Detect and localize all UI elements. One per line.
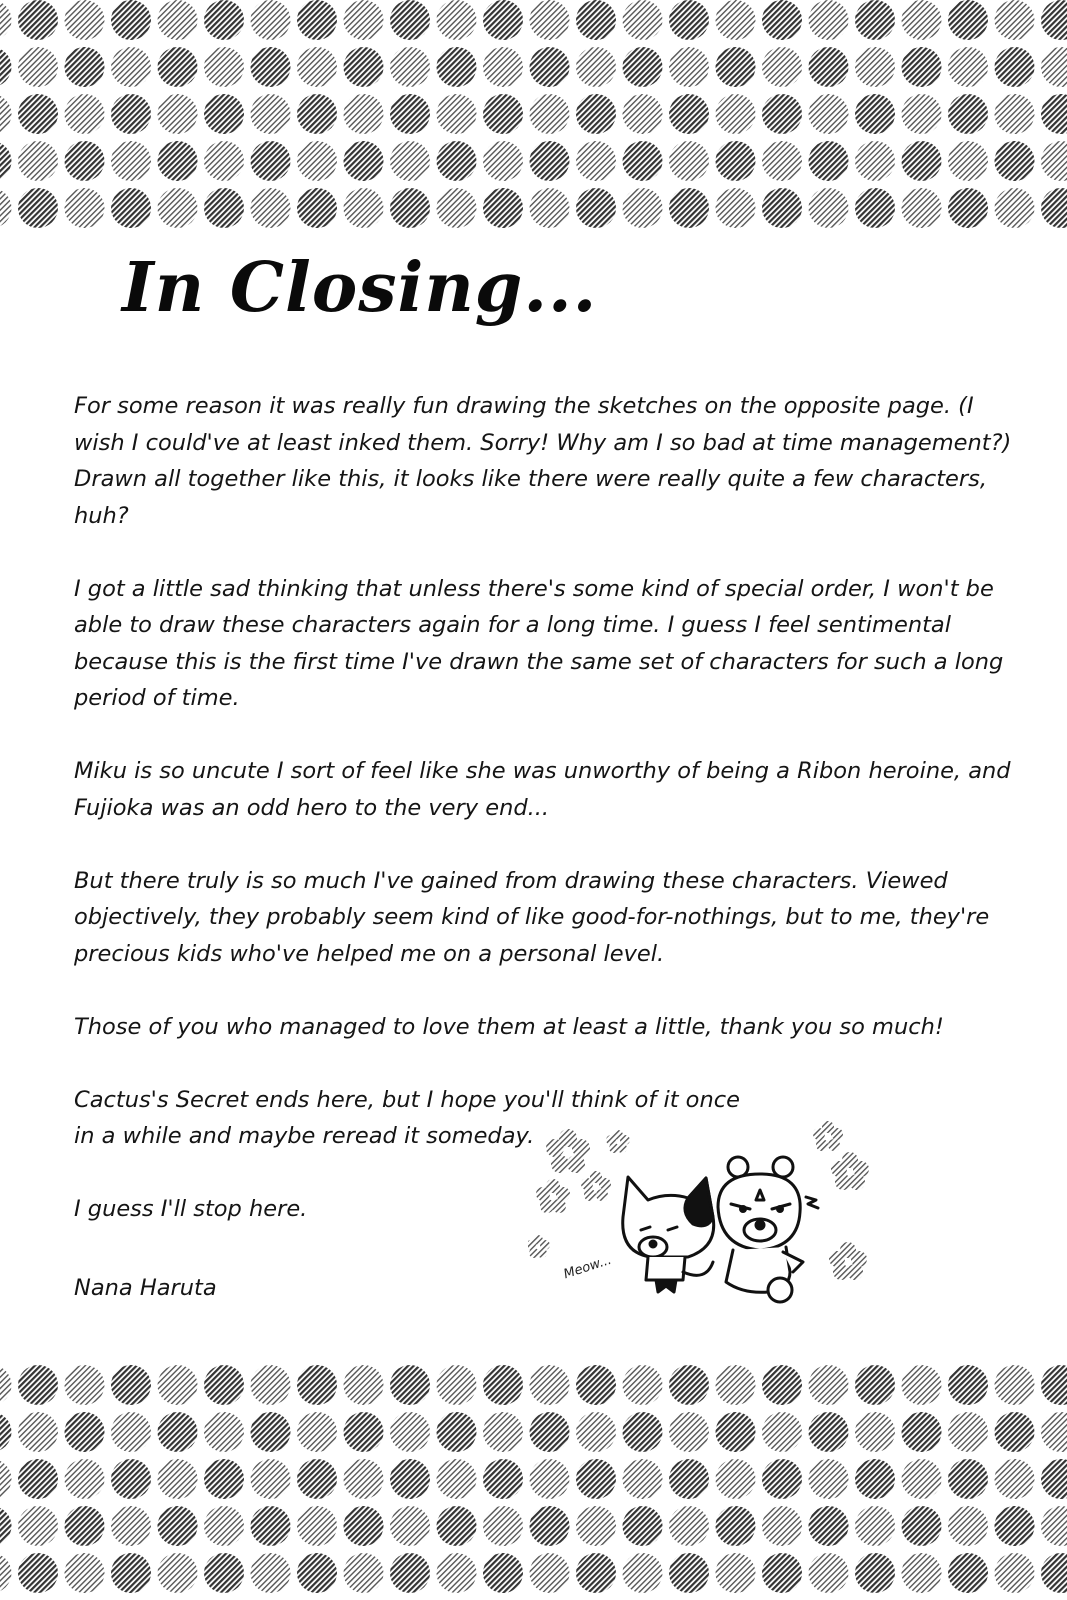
pattern-dot bbox=[995, 47, 1035, 87]
pattern-dot bbox=[669, 141, 709, 181]
pattern-dot bbox=[158, 1506, 198, 1546]
pattern-dot bbox=[1041, 0, 1067, 40]
decorative-dot-pattern-bottom bbox=[0, 1365, 1067, 1600]
pattern-dot bbox=[902, 1459, 942, 1499]
pattern-dot bbox=[483, 1365, 523, 1405]
pattern-dot bbox=[65, 1412, 105, 1452]
pattern-dot bbox=[344, 1459, 384, 1499]
pattern-dot bbox=[576, 47, 616, 87]
pattern-dot bbox=[344, 94, 384, 134]
pattern-dot bbox=[390, 141, 430, 181]
pattern-dot bbox=[623, 1506, 663, 1546]
pattern-dot bbox=[530, 1506, 570, 1546]
pattern-dot bbox=[855, 1553, 895, 1593]
pattern-dot bbox=[18, 1412, 58, 1452]
pattern-dot bbox=[762, 1365, 802, 1405]
pattern-dot bbox=[530, 141, 570, 181]
pattern-dot bbox=[855, 1506, 895, 1546]
paragraph: But there truly is so much I've gained from drawing these characters. Viewed objectively, they probably seem kind of like good-for-nothings, but to me, they're precious kids who've helped me on a personal level. bbox=[74, 867, 990, 967]
pattern-dot bbox=[204, 141, 244, 181]
pattern-dot bbox=[483, 0, 523, 40]
pattern-dot bbox=[902, 1412, 942, 1452]
pattern-dot bbox=[204, 188, 244, 228]
pattern-dot bbox=[530, 1553, 570, 1593]
paragraph: I guess I'll stop here. bbox=[74, 1196, 308, 1222]
pattern-dot bbox=[483, 1412, 523, 1452]
pattern-dot bbox=[204, 1459, 244, 1499]
pattern-dot bbox=[1041, 188, 1067, 228]
pattern-dot bbox=[669, 1412, 709, 1452]
pattern-dot bbox=[158, 0, 198, 40]
pattern-dot bbox=[65, 94, 105, 134]
pattern-dot bbox=[948, 1459, 988, 1499]
pattern-dot bbox=[809, 188, 849, 228]
pattern-dot bbox=[390, 1459, 430, 1499]
pattern-dot bbox=[530, 0, 570, 40]
pattern-dot bbox=[204, 1365, 244, 1405]
pattern-dot bbox=[855, 0, 895, 40]
pattern-dot bbox=[65, 1459, 105, 1499]
pattern-dot bbox=[344, 1553, 384, 1593]
pattern-dot bbox=[902, 1506, 942, 1546]
pattern-dot bbox=[297, 1553, 337, 1593]
pattern-dot bbox=[0, 47, 12, 87]
pattern-dot bbox=[1041, 94, 1067, 134]
pattern-dot bbox=[111, 1506, 151, 1546]
pattern-dot bbox=[390, 0, 430, 40]
pattern-dot bbox=[809, 94, 849, 134]
pattern-dot bbox=[390, 94, 430, 134]
pattern-dot bbox=[344, 47, 384, 87]
pattern-dot bbox=[158, 1459, 198, 1499]
pattern-dot bbox=[483, 94, 523, 134]
pattern-dot bbox=[623, 0, 663, 40]
pattern-dot bbox=[297, 0, 337, 40]
pattern-dot bbox=[669, 47, 709, 87]
pattern-dot bbox=[995, 1412, 1035, 1452]
pattern-dot bbox=[809, 0, 849, 40]
pattern-dot bbox=[0, 1553, 12, 1593]
pattern-dot bbox=[18, 1553, 58, 1593]
pattern-dot bbox=[251, 1506, 291, 1546]
pattern-dot bbox=[716, 0, 756, 40]
pattern-dot bbox=[762, 1459, 802, 1499]
pattern-dot bbox=[437, 0, 477, 40]
pattern-dot bbox=[902, 188, 942, 228]
pattern-dot bbox=[297, 141, 337, 181]
pattern-dot bbox=[1041, 141, 1067, 181]
pattern-dot bbox=[204, 1412, 244, 1452]
pattern-dot bbox=[1041, 1506, 1067, 1546]
pattern-dot bbox=[65, 1553, 105, 1593]
pattern-dot bbox=[18, 141, 58, 181]
pattern-dot bbox=[669, 1365, 709, 1405]
pattern-dot bbox=[762, 47, 802, 87]
pattern-dot bbox=[297, 1365, 337, 1405]
pattern-dot bbox=[204, 1506, 244, 1546]
pattern-dot bbox=[530, 1459, 570, 1499]
pattern-dot bbox=[995, 1459, 1035, 1499]
pattern-dot bbox=[297, 47, 337, 87]
pattern-dot bbox=[297, 1412, 337, 1452]
pattern-dot bbox=[902, 141, 942, 181]
pattern-dot bbox=[716, 141, 756, 181]
pattern-dot bbox=[995, 1506, 1035, 1546]
pattern-dot bbox=[1041, 1412, 1067, 1452]
pattern-dot bbox=[390, 188, 430, 228]
pattern-dot bbox=[251, 1365, 291, 1405]
pattern-dot bbox=[344, 1412, 384, 1452]
pattern-dot bbox=[0, 141, 12, 181]
pattern-dot bbox=[762, 141, 802, 181]
pattern-dot bbox=[576, 0, 616, 40]
pattern-dot bbox=[716, 1553, 756, 1593]
pattern-dot bbox=[437, 94, 477, 134]
pattern-dot bbox=[297, 1459, 337, 1499]
pattern-dot bbox=[18, 94, 58, 134]
pattern-dot bbox=[111, 94, 151, 134]
pattern-dot bbox=[948, 188, 988, 228]
pattern-dot bbox=[669, 0, 709, 40]
pattern-dot bbox=[948, 94, 988, 134]
pattern-dot bbox=[344, 1365, 384, 1405]
pattern-dot bbox=[65, 1365, 105, 1405]
page-title: In Closing... bbox=[122, 248, 598, 328]
pattern-dot bbox=[111, 188, 151, 228]
pattern-dot bbox=[669, 1506, 709, 1546]
pattern-dot bbox=[344, 0, 384, 40]
pattern-dot bbox=[344, 188, 384, 228]
pattern-dot bbox=[204, 94, 244, 134]
pattern-dot bbox=[809, 1365, 849, 1405]
pattern-dot bbox=[251, 0, 291, 40]
pattern-dot bbox=[0, 1459, 12, 1499]
pattern-dot bbox=[111, 141, 151, 181]
pattern-dot bbox=[809, 141, 849, 181]
pattern-dot bbox=[948, 1365, 988, 1405]
pattern-dot bbox=[437, 188, 477, 228]
pattern-dot bbox=[111, 0, 151, 40]
pattern-dot bbox=[762, 188, 802, 228]
pattern-dot bbox=[158, 141, 198, 181]
pattern-dot bbox=[623, 1459, 663, 1499]
pattern-dot bbox=[344, 1506, 384, 1546]
pattern-dot bbox=[995, 141, 1035, 181]
pattern-dot bbox=[111, 1553, 151, 1593]
pattern-dot bbox=[344, 141, 384, 181]
pattern-dot bbox=[390, 1365, 430, 1405]
pattern-dot bbox=[111, 47, 151, 87]
pattern-dot bbox=[948, 141, 988, 181]
pattern-dot bbox=[576, 94, 616, 134]
pattern-dot bbox=[623, 188, 663, 228]
pattern-dot bbox=[390, 1553, 430, 1593]
pattern-dot bbox=[65, 188, 105, 228]
pattern-dot bbox=[483, 1553, 523, 1593]
pattern-dot bbox=[251, 1459, 291, 1499]
pattern-dot bbox=[669, 188, 709, 228]
pattern-dot bbox=[251, 141, 291, 181]
pattern-dot bbox=[18, 188, 58, 228]
pattern-dot bbox=[716, 94, 756, 134]
pattern-dot bbox=[297, 188, 337, 228]
pattern-dot bbox=[0, 94, 12, 134]
paragraph: Those of you who managed to love them at least a little, thank you so much! bbox=[74, 1013, 944, 1040]
pattern-dot bbox=[530, 94, 570, 134]
pattern-dot bbox=[623, 1412, 663, 1452]
pattern-dot bbox=[716, 1412, 756, 1452]
pattern-dot bbox=[855, 47, 895, 87]
pattern-dot bbox=[483, 47, 523, 87]
pattern-dot bbox=[251, 47, 291, 87]
pattern-dot bbox=[809, 1553, 849, 1593]
pattern-dot bbox=[623, 1365, 663, 1405]
pattern-dot bbox=[995, 1365, 1035, 1405]
pattern-dot bbox=[0, 1412, 12, 1452]
pattern-dot bbox=[902, 47, 942, 87]
pattern-dot bbox=[483, 1459, 523, 1499]
pattern-dot bbox=[576, 1506, 616, 1546]
pattern-dot bbox=[65, 141, 105, 181]
pattern-dot bbox=[65, 1506, 105, 1546]
paragraph: I got a little sad thinking that unless there's some kind of special order, I won't be able to draw these characters again for a long time. I guess I feel sentimental because this is the first time I've drawn the same set of characters for such a long period of time. bbox=[74, 575, 1004, 711]
pattern-dot bbox=[1041, 1459, 1067, 1499]
pattern-dot bbox=[18, 1459, 58, 1499]
pattern-dot bbox=[948, 1506, 988, 1546]
pattern-dot bbox=[809, 1412, 849, 1452]
paragraph: Cactus's Secret ends here, but I hope you'll think of it once in a while and maybe reread it someday. bbox=[74, 1086, 740, 1149]
pattern-dot bbox=[576, 1553, 616, 1593]
pattern-dot bbox=[669, 1459, 709, 1499]
pattern-dot bbox=[18, 47, 58, 87]
pattern-dot bbox=[855, 188, 895, 228]
pattern-dot bbox=[437, 1365, 477, 1405]
pattern-dot bbox=[158, 94, 198, 134]
pattern-dot bbox=[762, 1412, 802, 1452]
pattern-dot bbox=[995, 0, 1035, 40]
pattern-dot bbox=[716, 1459, 756, 1499]
pattern-dot bbox=[204, 0, 244, 40]
meow-caption: Meow... bbox=[561, 1252, 614, 1283]
pattern-dot bbox=[1041, 1553, 1067, 1593]
pattern-dot bbox=[483, 1506, 523, 1546]
pattern-dot bbox=[251, 94, 291, 134]
pattern-dot bbox=[809, 1459, 849, 1499]
pattern-dot bbox=[437, 1506, 477, 1546]
decorative-dot-pattern-top bbox=[0, 0, 1067, 232]
pattern-dot bbox=[948, 47, 988, 87]
pattern-dot bbox=[995, 1553, 1035, 1593]
pattern-dot bbox=[809, 47, 849, 87]
pattern-dot bbox=[623, 1553, 663, 1593]
pattern-dot bbox=[948, 1553, 988, 1593]
pattern-dot bbox=[576, 1365, 616, 1405]
pattern-dot bbox=[716, 1365, 756, 1405]
pattern-dot bbox=[18, 1506, 58, 1546]
pattern-dot bbox=[204, 1553, 244, 1593]
pattern-dot bbox=[855, 1459, 895, 1499]
pattern-dot bbox=[716, 1506, 756, 1546]
pattern-dot bbox=[251, 1553, 291, 1593]
pattern-dot bbox=[111, 1412, 151, 1452]
pattern-dot bbox=[530, 188, 570, 228]
paragraph: Miku is so uncute I sort of feel like she was unworthy of being a Ribon heroine, and Fujioka was an odd hero to the very end... bbox=[74, 758, 1011, 821]
pattern-dot bbox=[855, 1365, 895, 1405]
pattern-dot bbox=[669, 1553, 709, 1593]
pattern-dot bbox=[0, 1506, 12, 1546]
pattern-dot bbox=[251, 188, 291, 228]
pattern-dot bbox=[390, 47, 430, 87]
pattern-dot bbox=[390, 1412, 430, 1452]
pattern-dot bbox=[18, 0, 58, 40]
pattern-dot bbox=[530, 1412, 570, 1452]
pattern-dot bbox=[530, 47, 570, 87]
pattern-dot bbox=[576, 1412, 616, 1452]
pattern-dot bbox=[855, 141, 895, 181]
pattern-dot bbox=[437, 1553, 477, 1593]
pattern-dot bbox=[483, 188, 523, 228]
pattern-dot bbox=[716, 47, 756, 87]
pattern-dot bbox=[762, 0, 802, 40]
pattern-dot bbox=[530, 1365, 570, 1405]
pattern-dot bbox=[716, 188, 756, 228]
pattern-dot bbox=[995, 188, 1035, 228]
pattern-dot bbox=[158, 188, 198, 228]
pattern-dot bbox=[623, 47, 663, 87]
paragraph: For some reason it was really fun drawing the sketches on the opposite page. (I wish I could've at least inked them. Sorry! Why am I so bad at time management?) Drawn all together like this, it looks like there were really quite a few characters, huh? bbox=[74, 393, 1012, 529]
pattern-dot bbox=[762, 94, 802, 134]
pattern-dot bbox=[251, 1412, 291, 1452]
pattern-dot bbox=[297, 94, 337, 134]
pattern-dot bbox=[855, 1412, 895, 1452]
pattern-dot bbox=[762, 1506, 802, 1546]
pattern-dot bbox=[995, 94, 1035, 134]
pattern-dot bbox=[297, 1506, 337, 1546]
pattern-dot bbox=[437, 1412, 477, 1452]
pattern-dot bbox=[576, 141, 616, 181]
pattern-dot bbox=[111, 1459, 151, 1499]
pattern-dot bbox=[65, 47, 105, 87]
pattern-dot bbox=[902, 0, 942, 40]
pattern-dot bbox=[204, 47, 244, 87]
pattern-dot bbox=[483, 141, 523, 181]
pattern-dot bbox=[902, 94, 942, 134]
pattern-dot bbox=[18, 1365, 58, 1405]
pattern-dot bbox=[111, 1365, 151, 1405]
pattern-dot bbox=[623, 94, 663, 134]
pattern-dot bbox=[437, 47, 477, 87]
cat-and-bear-illustration bbox=[528, 1112, 898, 1332]
pattern-dot bbox=[158, 1365, 198, 1405]
pattern-dot bbox=[158, 47, 198, 87]
pattern-dot bbox=[669, 94, 709, 134]
pattern-dot bbox=[1041, 1365, 1067, 1405]
pattern-dot bbox=[0, 1365, 12, 1405]
mascot-drawing bbox=[528, 1112, 898, 1332]
pattern-dot bbox=[1041, 47, 1067, 87]
pattern-dot bbox=[437, 1459, 477, 1499]
pattern-dot bbox=[623, 141, 663, 181]
pattern-dot bbox=[0, 188, 12, 228]
pattern-dot bbox=[158, 1553, 198, 1593]
pattern-dot bbox=[948, 1412, 988, 1452]
pattern-dot bbox=[855, 94, 895, 134]
pattern-dot bbox=[948, 0, 988, 40]
pattern-dot bbox=[576, 188, 616, 228]
pattern-dot bbox=[902, 1553, 942, 1593]
pattern-dot bbox=[762, 1553, 802, 1593]
pattern-dot bbox=[437, 141, 477, 181]
pattern-dot bbox=[65, 0, 105, 40]
pattern-dot bbox=[902, 1365, 942, 1405]
pattern-dot bbox=[576, 1459, 616, 1499]
pattern-dot bbox=[390, 1506, 430, 1546]
pattern-dot bbox=[0, 0, 12, 40]
author-signature: Nana Haruta bbox=[74, 1275, 217, 1301]
pattern-dot bbox=[809, 1506, 849, 1546]
pattern-dot bbox=[158, 1412, 198, 1452]
